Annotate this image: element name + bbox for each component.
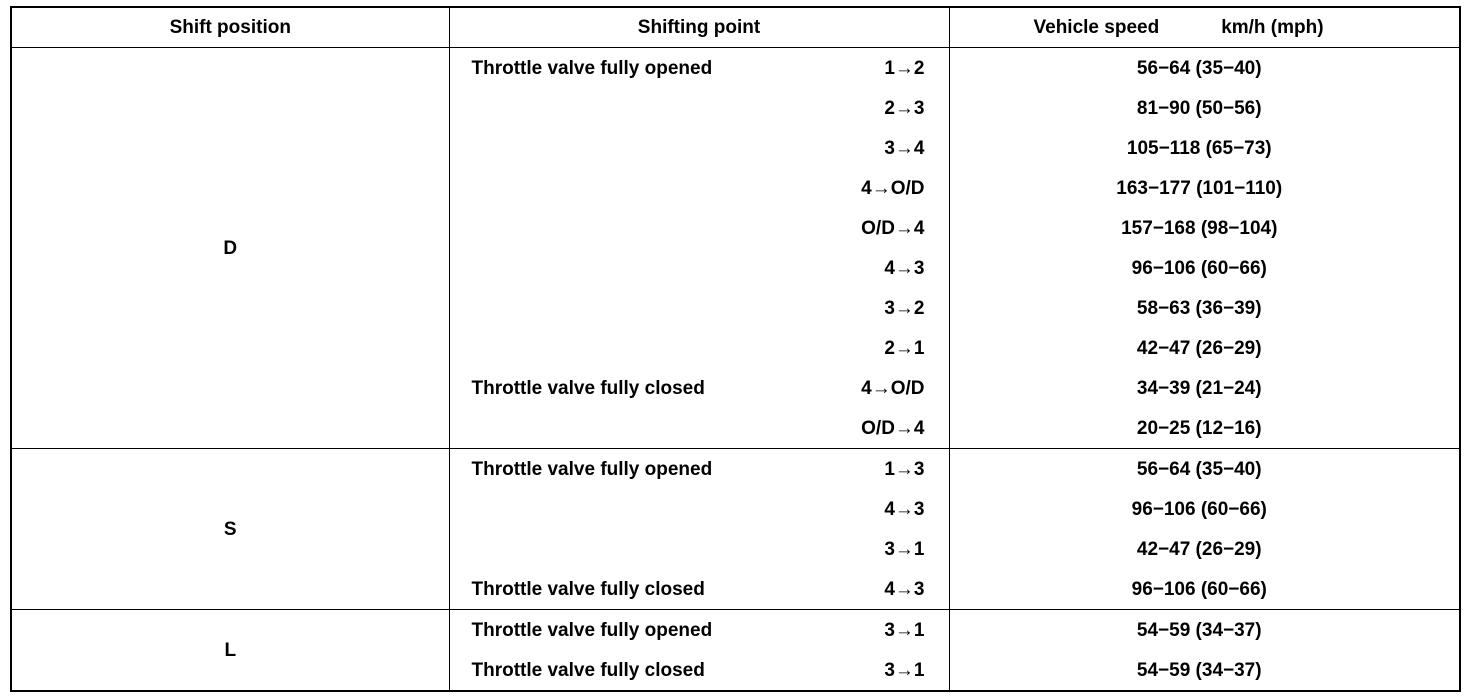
condition-cell: Throttle valve fully opened xyxy=(449,48,829,89)
speed-cell: 42−47 (26−29) xyxy=(1136,538,1262,560)
condition-cell: Throttle valve fully opened xyxy=(449,610,829,651)
header-vehicle-speed-label: Vehicle speed xyxy=(1033,17,1160,38)
shift-point-table xyxy=(10,6,1461,692)
table-row xyxy=(11,449,1460,490)
table-row xyxy=(11,610,1460,651)
shift-cell: 3→1 xyxy=(829,529,949,569)
condition-cell xyxy=(449,168,829,208)
speed-cell: 96−106 (60−66) xyxy=(1131,498,1267,520)
shift-cell: 3→4 xyxy=(829,128,949,168)
shift-cell: 4→3 xyxy=(829,248,949,288)
shift-cell: 3→2 xyxy=(829,288,949,328)
shift-cell: 2→1 xyxy=(829,328,949,368)
speed-cell: 96−106 (60−66) xyxy=(1131,257,1267,279)
shift-position-cell: D xyxy=(11,48,449,449)
speed-cell: 81−90 (50−56) xyxy=(1136,97,1262,119)
condition-cell xyxy=(449,128,829,168)
condition-cell xyxy=(449,408,829,449)
header-row xyxy=(11,7,1460,48)
header-shift-position: Shift position xyxy=(11,7,449,48)
speed-cell: 56−64 (35−40) xyxy=(949,449,1460,490)
table-row xyxy=(11,48,1460,89)
speed-cell: 105−118 (65−73) xyxy=(1126,137,1272,159)
condition-cell xyxy=(449,288,829,328)
speed-cell: 96−106 (60−66) xyxy=(1131,578,1267,600)
condition-cell xyxy=(449,529,829,569)
shift-cell: O/D→4 xyxy=(829,208,949,248)
condition-cell: Throttle valve fully closed xyxy=(471,578,705,600)
condition-cell xyxy=(449,88,829,128)
condition-cell xyxy=(449,248,829,288)
speed-cell: 56−64 (35−40) xyxy=(949,48,1460,89)
shift-cell: 4→O/D xyxy=(829,168,949,208)
shift-cell: 3→1 xyxy=(829,610,949,651)
shift-cell: 1→2 xyxy=(829,48,949,89)
shift-cell: 1→3 xyxy=(829,449,949,490)
speed-cell: 58−63 (36−39) xyxy=(1136,297,1262,319)
condition-cell: Throttle valve fully closed xyxy=(471,659,705,681)
speed-cell: 54−59 (34−37) xyxy=(1136,659,1262,681)
speed-cell: 20−25 (12−16) xyxy=(1136,417,1262,439)
speed-cell: 163−177 (101−110) xyxy=(1116,177,1283,199)
header-vehicle-speed xyxy=(949,7,1460,48)
condition-cell xyxy=(449,208,829,248)
speed-cell: 157−168 (98−104) xyxy=(1121,217,1278,239)
condition-cell: Throttle valve fully closed xyxy=(471,377,705,399)
shift-cell: 3→1 xyxy=(829,650,949,691)
condition-cell xyxy=(449,328,829,368)
shift-cell: 2→3 xyxy=(829,88,949,128)
header-unit: km/h (mph) xyxy=(1221,17,1324,38)
shift-cell: 4→3 xyxy=(829,489,949,529)
shift-cell: 4→3 xyxy=(829,569,949,610)
shift-position-cell: L xyxy=(11,610,449,692)
shift-cell: 4→O/D xyxy=(829,368,949,408)
shift-cell: O/D→4 xyxy=(829,408,949,449)
shift-position-cell: S xyxy=(11,449,449,610)
table-body xyxy=(11,48,1460,692)
speed-cell: 42−47 (26−29) xyxy=(1136,337,1262,359)
condition-cell xyxy=(449,489,829,529)
speed-cell: 34−39 (21−24) xyxy=(1136,377,1262,399)
speed-cell: 54−59 (34−37) xyxy=(949,610,1460,651)
condition-cell: Throttle valve fully opened xyxy=(449,449,829,490)
header-shifting-point: Shifting point xyxy=(449,7,949,48)
